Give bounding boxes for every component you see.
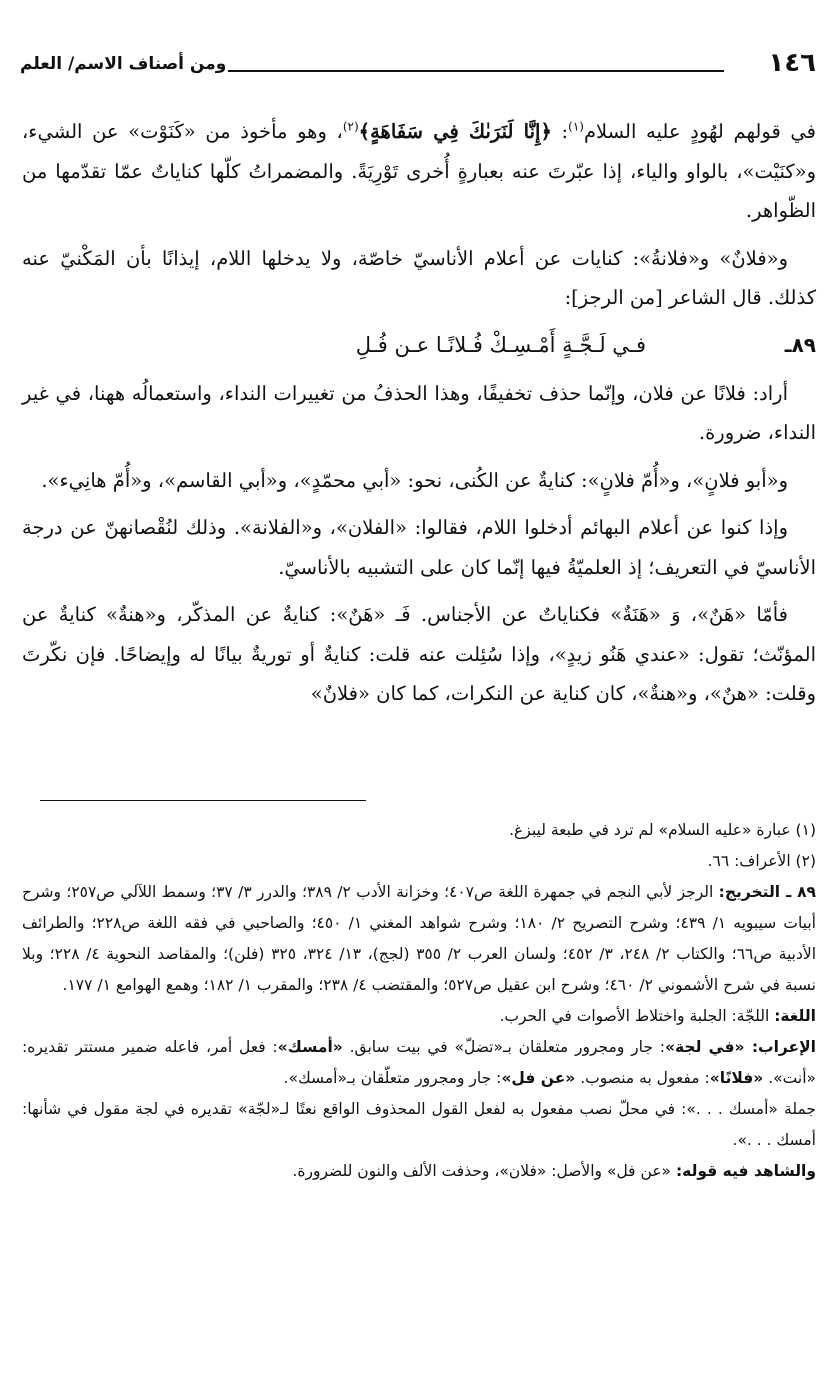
footnote-jumla: جملة «أمسك . . .»: في محلّ نصب مفعول به لفعل القول المحذوف الواقع نعتًا لـ«لجّة» تقديره في لجة مقول في شأنها: أمسك . . .». <box>22 1100 816 1149</box>
footnote-irab <box>22 1032 816 1094</box>
footnote-2: (٢) الأعراف: ٦٦. <box>707 852 816 870</box>
irab-term-3: «فلانًا» <box>709 1069 764 1087</box>
paragraph-4: و«أبو فلانٍ»، و«أُمّ فلانٍ»: كنايةٌ عن الكُنى، نحو: «أبي محمّدٍ»، و«أبي القاسم»، و«أُمّ هانِيء». <box>41 468 788 492</box>
page-number: ١٤٦ <box>768 48 816 78</box>
lugha-label: اللغة: <box>774 1007 816 1025</box>
footnote-ref-2[interactable]: (٢) <box>342 119 359 134</box>
paragraph-1 <box>22 112 816 231</box>
running-title: ومن أصناف الاسم/ العلم <box>20 54 227 74</box>
shahid-text: «عن فل» والأصل: «فلان»، وحذفت الألف والنون للضرورة. <box>292 1162 676 1180</box>
footnotes <box>22 815 816 1187</box>
irab-term-4: «عن فل» <box>501 1069 576 1087</box>
paragraph-2: و«فلانٌ» و«فلانةُ»: كنايات عن أعلام الأناسيّ خاصّة، ولا يدخلها اللام، إيذانًا بأن المَكْنيّ عنه كذلك. قال الشاعر [من الرجز]: <box>22 246 816 309</box>
footnote-ref-1[interactable]: (١) <box>568 119 584 134</box>
takhrij-text: الرجز لأبي النجم في جمهرة اللغة ص٤٠٧؛ وخزانة الأدب ٢/ ٣٨٩؛ والدرر ٣/ ٣٧؛ وسمط اللآلي ص٢٥٧؛ وشرح أبيات سيبويه ١/ ٤٣٩؛ وشرح التصريح ٢/ ١٨٠؛ وشرح شواهد المغني ١/ ٤٥٠؛ والصاحبي في فقه اللغة ص٢٢٨؛ والطرائف الأدبية ص٦٦؛ والكتاب ٢/ ٢٤٨، ٣/ ٤٥٢؛ ولسان العرب ٢/ ٣٥٥ (لجج)، ١٣/ ٣٢٤، ٣٢٥ (فلن)؛ والمقاصد النحوية ٤/ ٢٢٨؛ وبلا نسبة في شرح الأشموني ٢/ ٤٦٠؛ وشرح ابن عقيل ص٥٢٧؛ والمقتضب ٤/ ٢٣٨؛ والمقرب ١/ ١٨٢؛ وهمع الهوامع ١/ ١٧٧. <box>22 883 817 994</box>
paragraph-1-start: في قولهم لهُودٍ عليه السلام <box>583 120 816 143</box>
irab-term-1: «في لجة» <box>664 1038 752 1056</box>
footnote-1: (١) عبارة «عليه السلام» لم ترد في طبعة ليبزغ. <box>509 821 816 839</box>
irab-text-2: : فعل أمر، فاعله ضمير مستتر تقديره: «أنت». <box>22 1038 816 1087</box>
header-rule <box>228 70 724 72</box>
footnote-separator <box>40 800 366 801</box>
irab-label: الإعراب: <box>751 1038 816 1056</box>
main-text <box>22 112 816 722</box>
paragraph-1-rest: ، وهو مأخوذ من «كَنَوْت» عن الشيء، و«كنَيْت»، بالواو والياء، إذا عبّرتَ عنه بعبارةٍ أُخرى تَوْرِيَةً. والمضمراتُ كلّها كناياتٌ عمّا تقدّمها من الظّواهر. <box>22 120 816 222</box>
footnote-lugha <box>22 1001 816 1032</box>
page-header <box>20 48 816 82</box>
paragraph-1-colon: : <box>551 120 569 143</box>
paragraph-5: وإذا كنوا عن أعلام البهائم أدخلوا اللام، فقالوا: «الفلان»، و«الفلانة». وذلك لنُقْصانهنّ عن درجة الأناسيّ في التعريف؛ إذ العلميّةُ فيها إنّما كان على التشبيه بالأناسيّ. <box>22 516 816 579</box>
footnote-shahid <box>22 1156 816 1187</box>
footnote-takhrij <box>22 877 816 1001</box>
lugha-text: اللجّة: الجلبة واختلاط الأصوات في الحرب. <box>499 1007 775 1025</box>
irab-text-1: : جار ومجرور متعلقان بـ«تضلّ» في بيت سابق. <box>342 1038 665 1056</box>
paragraph-6: فأمّا «هَنٌ»، وَ «هَنَةٌ» فكناياتٌ عن الأجناس. فَـ «هَنٌ»: كنايةٌ عن المذكّر، و«هنةٌ» كنايةٌ عن المؤنّث؛ تقول: «عندي هَنُو زيدٍ»، وإذا سُئِلت عنه قلت: كنايةٌ أو توريةٌ بيانًا له وإيضاحًا. فإن نكّرتَ وقلت: «هنٌ»، و«هنةٌ»، كان كناية عن النكرات، كما كان «فلانٌ» <box>22 603 816 705</box>
irab-text-3: : مفعول به منصوب. <box>575 1069 710 1087</box>
quran-quote: ﴿إِنَّا لَنَرَىٰكَ فِي سَفَاهَةٍ﴾ <box>358 120 552 143</box>
irab-term-2: «أمسك» <box>277 1038 343 1056</box>
verse-number: ٨٩ـ <box>784 332 816 357</box>
irab-text-4: : جار ومجرور متعلّقان بـ«أمسك». <box>283 1069 502 1087</box>
paragraph-3: أراد: فلانًا عن فلان، وإنّما حذف تخفيفًا، وهذا الحذفُ من تغييرات النداء، واستعمالُه ههنا، في غير النداء، ضرورة. <box>22 381 816 444</box>
shahid-label: والشاهد فيه قوله: <box>675 1162 816 1180</box>
verse-line <box>22 326 816 366</box>
takhrij-label: ٨٩ ـ التخريج: <box>718 883 816 901</box>
verse-text: فـي لَـجَّـةٍ أَمْـسِـكْ فُـلانًـا عـن فُـلِ <box>355 332 646 357</box>
